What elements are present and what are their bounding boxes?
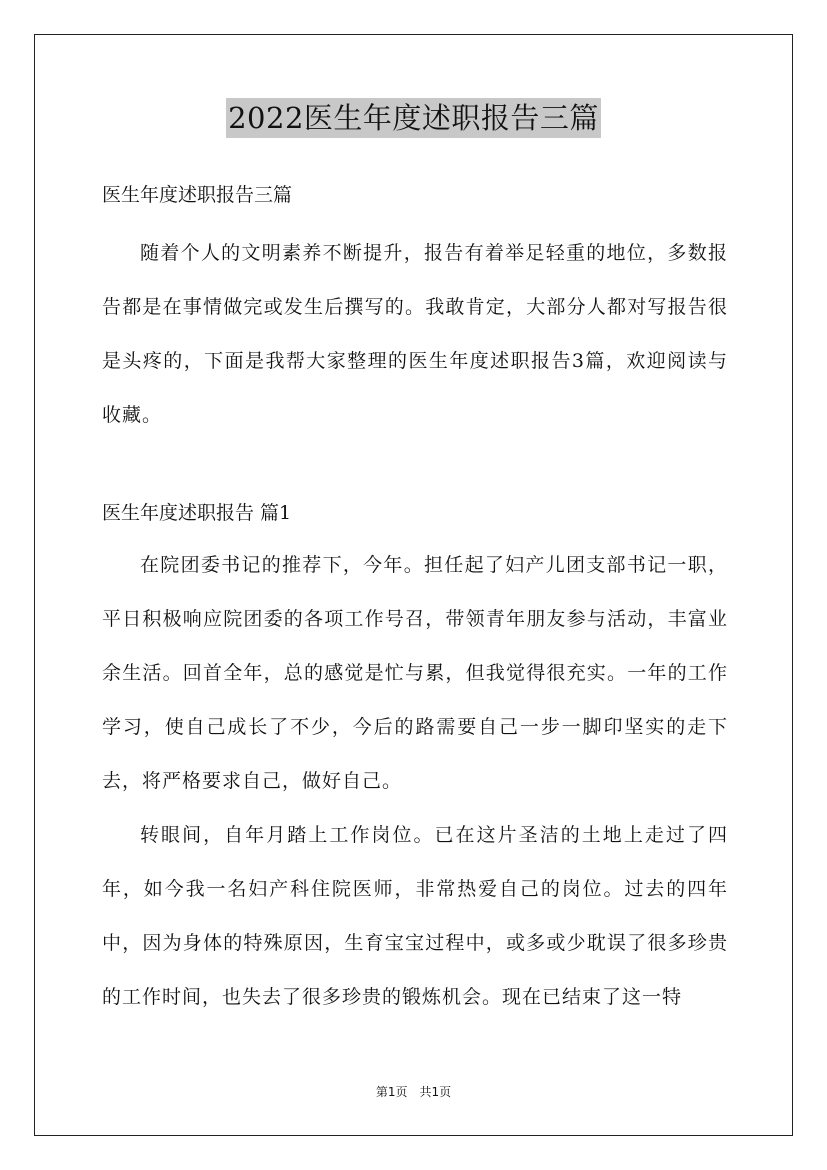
body-paragraph: 在院团委书记的推荐下，今年。担任起了妇产儿团支部书记一职，平日积极响应院团委的各项工作号召，带领青年朋友参与活动，丰富业余生活。回首全年，总的感觉是忙与累，但我觉得很充实。一年的工作学习，使自己成长了不少，今后的路需要自己一步一脚印坚实的走下去，将严格要求自己，做好自己。 [102,554,728,792]
intro-paragraph: 随着个人的文明素养不断提升，报告有着举足轻重的地位，多数报告都是在事情做完或发生后撰写的。我敢肯定，大部分人都对写报告很是头疼的，下面是我帮大家整理的医生年度述职报告3篇，欢迎阅读与收藏。 [102,242,728,426]
page-number: 第1页 共1页 [375,1085,452,1099]
page-footer [0,1084,827,1100]
title-container [0,98,827,138]
document-body [102,176,728,1024]
document-subtitle: 医生年度述职报告三篇 [102,184,293,206]
document-title: 2022医生年度述职报告三篇 [226,98,601,138]
section-heading: 医生年度述职报告 篇1 [102,502,292,524]
body-paragraph: 转眼间，自年月踏上工作岗位。已在这片圣洁的土地上走过了四年，如今我一名妇产科住院医师，非常热爱自己的岗位。过去的四年中，因为身体的特殊原因，生育宝宝过程中，或多或少耽误了很多珍贵的工作时间，也失去了很多珍贵的锻炼机会。现在已结束了这一特 [102,824,728,1008]
